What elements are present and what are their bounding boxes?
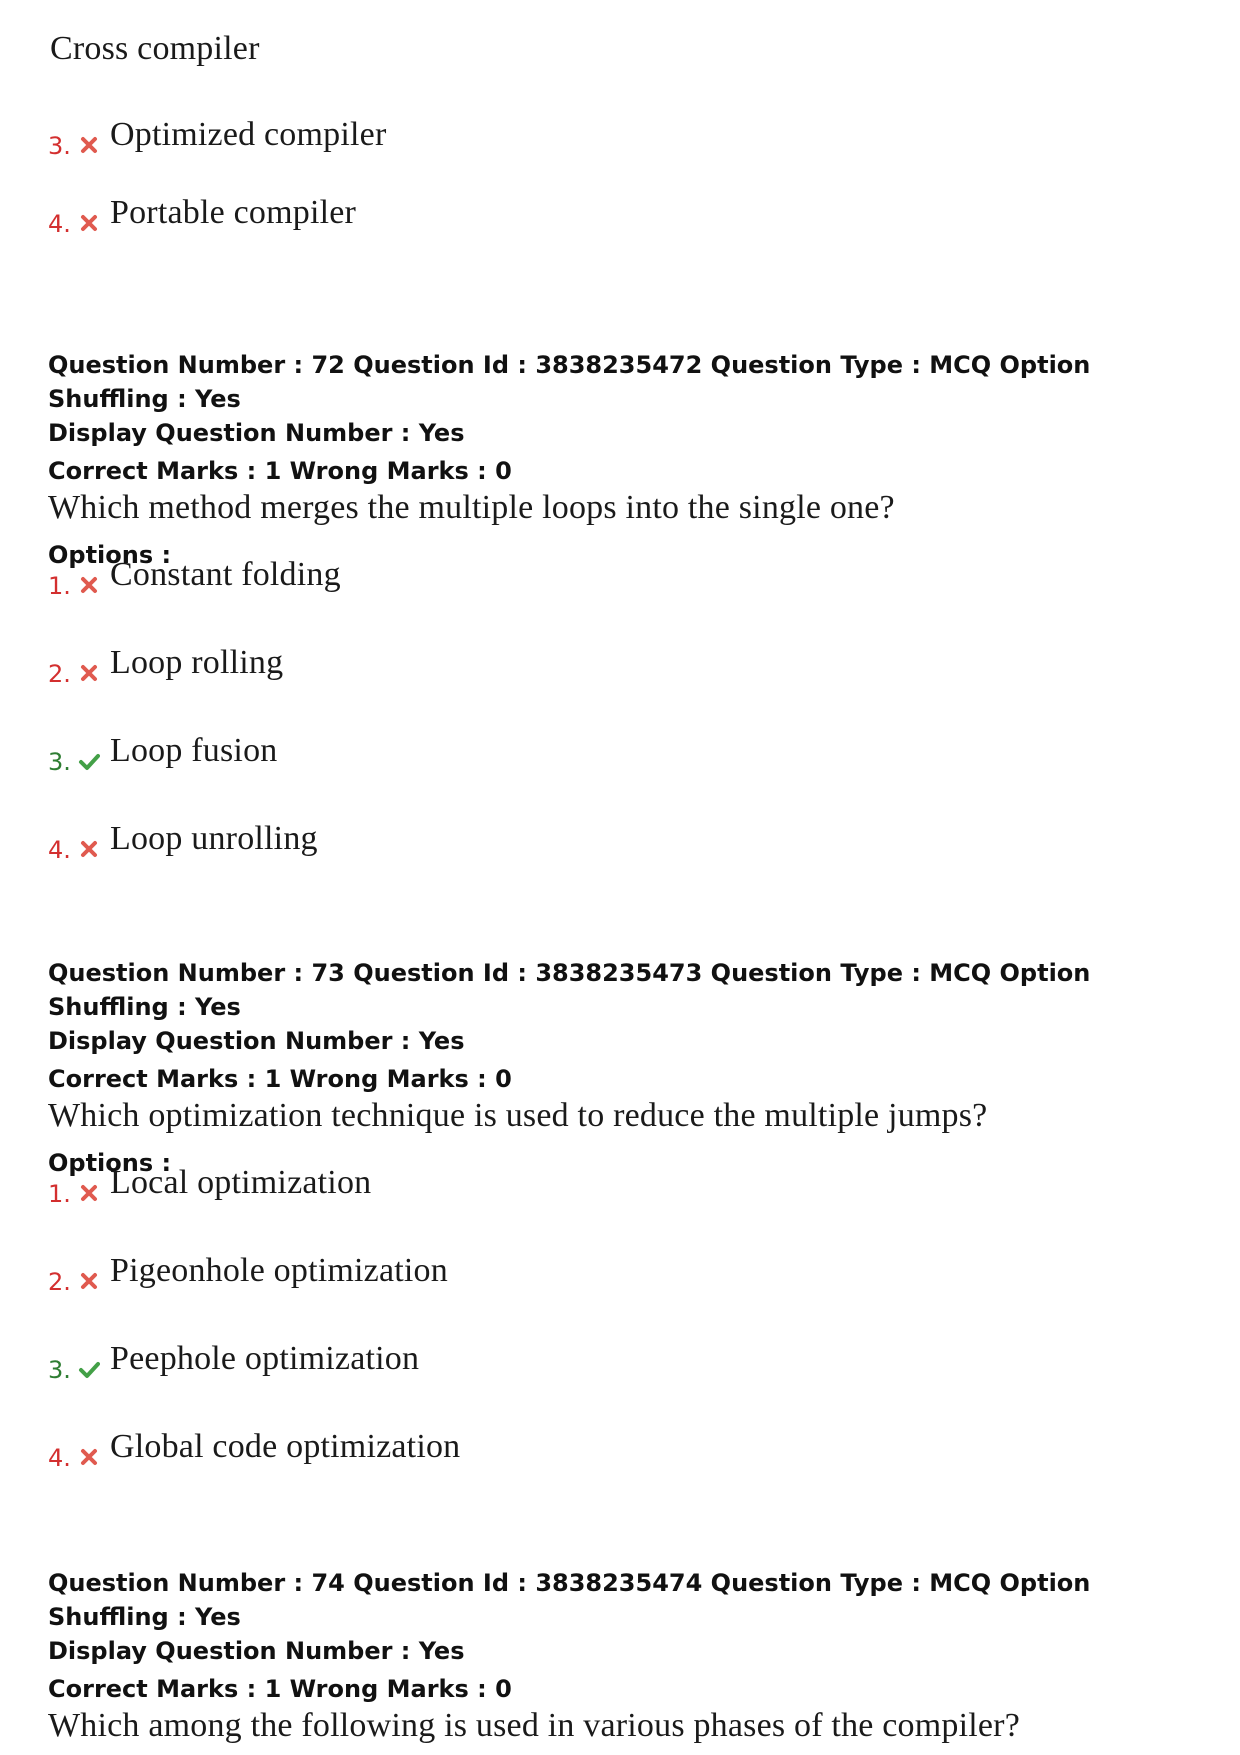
option-item (48, 118, 848, 168)
cross-icon (78, 662, 100, 684)
option-number: 1. (48, 1180, 71, 1208)
question-marks: Correct Marks : 1 Wrong Marks : 0 (48, 1065, 512, 1093)
question-text: Which method merges the multiple loops into the single one? (48, 489, 895, 526)
cross-icon (78, 134, 100, 156)
question-text: Which optimization technique is used to reduce the multiple jumps? (48, 1097, 988, 1134)
option-text: Portable compiler (110, 194, 357, 231)
option-text: Local optimization (110, 1164, 372, 1201)
option-text: Loop unrolling (110, 820, 318, 857)
question-block-72 (48, 348, 1198, 570)
option-number: 4. (48, 210, 71, 238)
option-text: Pigeonhole optimization (110, 1252, 448, 1289)
option-number: 3. (48, 748, 71, 776)
option-item (48, 558, 848, 608)
question-marks: Correct Marks : 1 Wrong Marks : 0 (48, 1675, 512, 1703)
check-icon (78, 1358, 100, 1380)
option-number: 3. (48, 132, 71, 160)
option-number: 2. (48, 1268, 71, 1296)
option-number: 4. (48, 836, 71, 864)
option-text: Peephole optimization (110, 1340, 420, 1377)
cross-icon (78, 212, 100, 234)
check-icon (78, 750, 100, 772)
options-label: Options : (48, 541, 172, 569)
option-item (48, 1430, 848, 1480)
option-item (48, 1342, 848, 1392)
cross-icon (78, 574, 100, 596)
cross-icon (78, 1270, 100, 1292)
option-item (48, 196, 848, 246)
option-item (48, 1254, 848, 1304)
option-number: 3. (48, 1356, 71, 1384)
option-item (48, 1166, 848, 1216)
display-question-number: Display Question Number : Yes (48, 1637, 465, 1665)
options-label: Options : (48, 1149, 172, 1177)
question-meta: Question Number : 72 Question Id : 3838235472 Question Type : MCQ Option Shuffling : Yes (48, 351, 1091, 413)
option-item (48, 646, 848, 696)
cross-icon (78, 1446, 100, 1468)
option-text: Loop rolling (110, 644, 284, 681)
option-number: 2. (48, 660, 71, 688)
display-question-number: Display Question Number : Yes (48, 1027, 465, 1055)
option-item (48, 822, 848, 872)
option-text: Constant folding (110, 556, 341, 593)
display-question-number: Display Question Number : Yes (48, 419, 465, 447)
option-item (48, 734, 848, 784)
option-text: Loop fusion (110, 732, 278, 769)
option-text: Optimized compiler (110, 116, 387, 153)
question-meta: Question Number : 73 Question Id : 3838235473 Question Type : MCQ Option Shuffling : Yes (48, 959, 1091, 1021)
continued-option-text: Cross compiler (50, 30, 260, 67)
option-text: Global code optimization (110, 1428, 461, 1465)
question-marks: Correct Marks : 1 Wrong Marks : 0 (48, 457, 512, 485)
question-text: Which among the following is used in various phases of the compiler? (48, 1707, 1020, 1744)
option-number: 4. (48, 1444, 71, 1472)
cross-icon (78, 838, 100, 860)
question-meta: Question Number : 74 Question Id : 3838235474 Question Type : MCQ Option Shuffling : Yes (48, 1569, 1091, 1631)
question-block-74 (48, 1566, 1198, 1748)
option-number: 1. (48, 572, 71, 600)
question-block-73 (48, 956, 1198, 1178)
cross-icon (78, 1182, 100, 1204)
